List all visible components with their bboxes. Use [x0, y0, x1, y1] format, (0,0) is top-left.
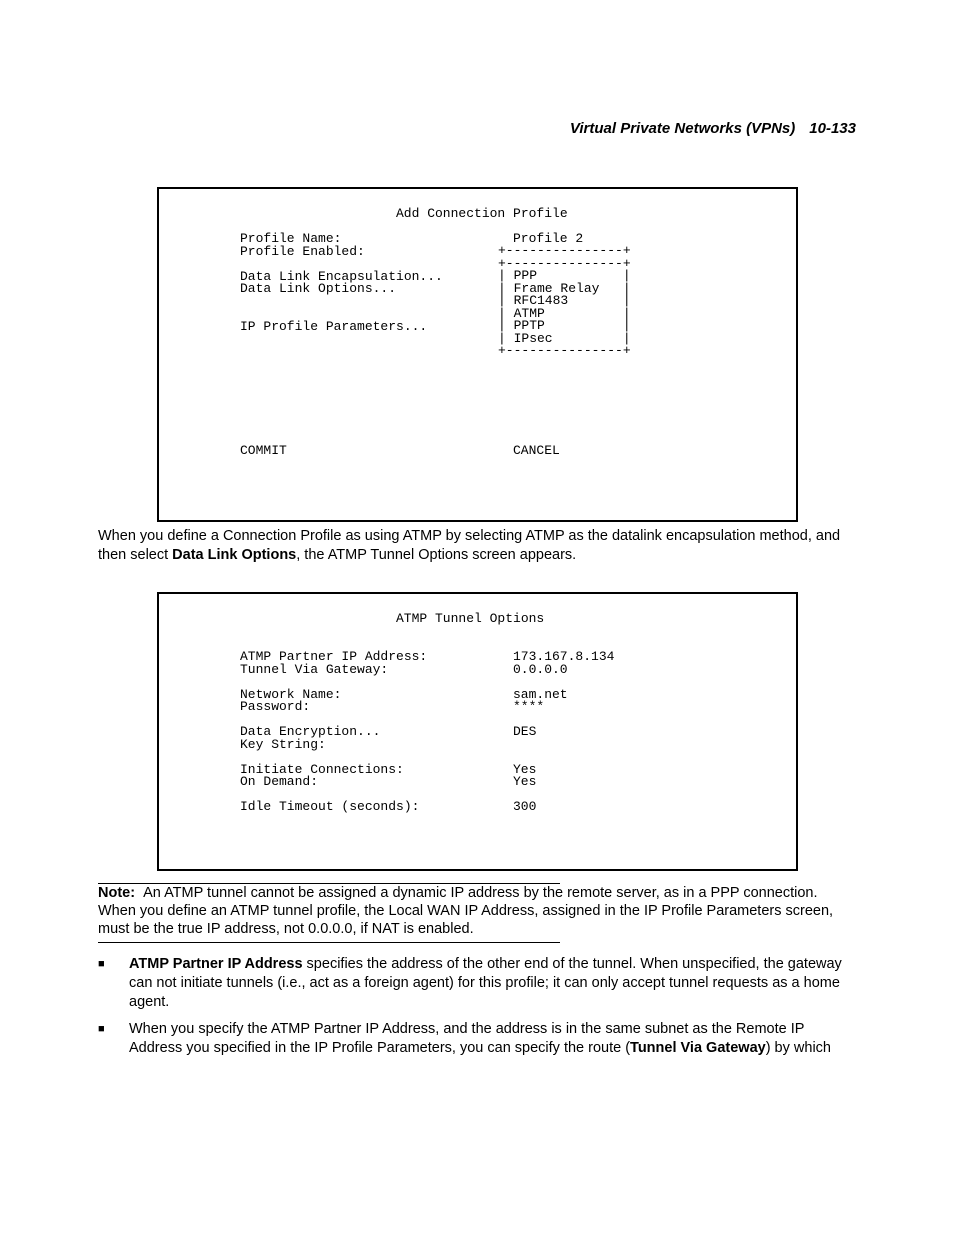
cancel-button[interactable]: CANCEL	[513, 443, 560, 458]
add-connection-profile-screen	[157, 187, 798, 522]
page-number: 10-133	[809, 120, 856, 137]
screen-title: Add Connection Profile	[396, 206, 568, 221]
intro-paragraph: When you define a Connection Profile as using ATMP by selecting ATMP as the datalink encapsulation method, and then select Data Link Options, the ATMP Tunnel Options screen appears.	[98, 528, 841, 563]
tunnel-field-values[interactable]: 173.167.8.134 0.0.0.0 sam.net **** DES Yes Yes 300	[513, 649, 615, 814]
section-title: Virtual Private Networks (VPNs)	[569, 120, 796, 137]
note-bottom-rule	[98, 942, 560, 943]
note-block	[98, 884, 858, 938]
note-label: Note:	[98, 885, 136, 901]
profile-field-labels: Profile Name: Profile Enabled: Data Link Encapsulation... Data Link Options... IP Profile Parameters...	[240, 231, 443, 334]
data-link-options-term: Data Link Options	[172, 546, 297, 563]
profile-name-value[interactable]: Profile 2	[513, 231, 584, 246]
tunnel-field-labels: ATMP Partner IP Address: Tunnel Via Gateway: Network Name: Password: Data Encryption... Key String: Initiate Connections: On Demand: Idle Timeout (seconds):	[240, 649, 428, 814]
bullet-mark: ■	[98, 1023, 105, 1035]
atmp-tunnel-options-screen	[157, 592, 798, 871]
page-header	[0, 120, 856, 137]
note-text: An ATMP tunnel cannot be assigned a dynamic IP address by the remote server, as in a PPP connection. When you define an ATMP tunnel profile, the Local WAN IP Address, assigned in the IP Profile Parameters screen, must be the true IP address, not 0.0.0.0, if NAT is enabled.	[98, 885, 834, 937]
screen-title: ATMP Tunnel Options	[396, 611, 545, 626]
commit-button[interactable]: COMMIT	[240, 443, 287, 458]
tunnel-via-gateway-term: Tunnel Via Gateway	[630, 1040, 766, 1056]
bullet-mark: ■	[98, 958, 105, 970]
encapsulation-popup[interactable]: +---------------+ +---------------+ | PPP | | Frame Relay | | RFC1483 | | ATMP | | PPTP | | IPsec | +---------------+	[498, 243, 631, 358]
atmp-partner-ip-term: ATMP Partner IP Address	[129, 956, 303, 972]
